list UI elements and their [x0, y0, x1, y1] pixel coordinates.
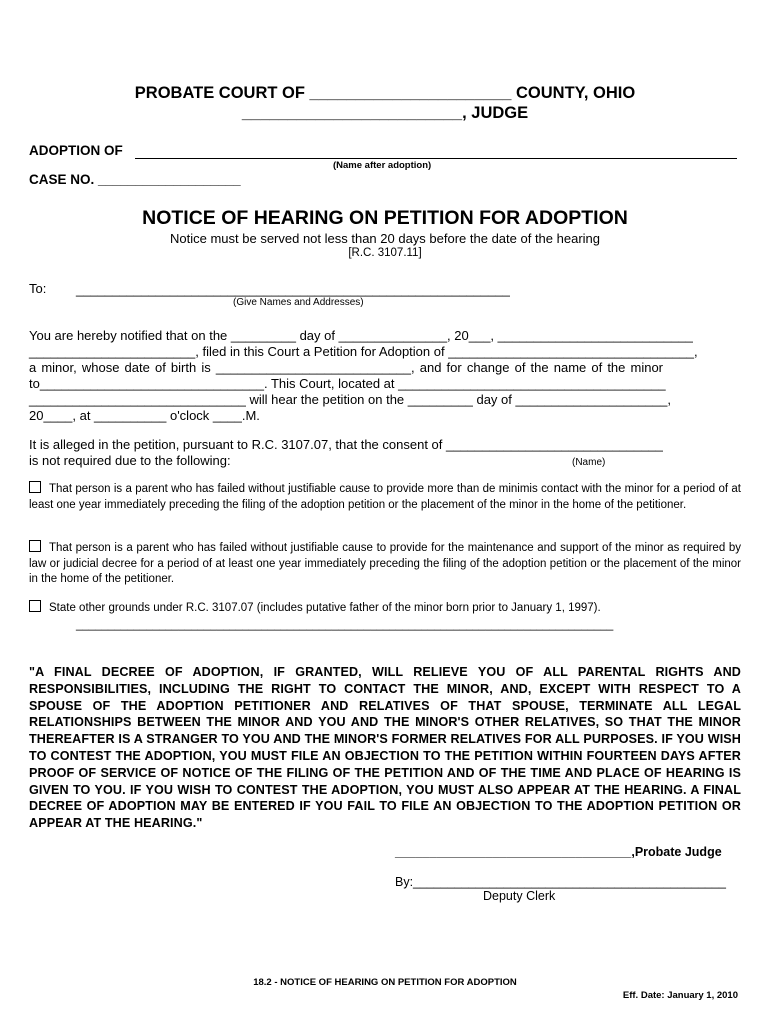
legal-warning: "A FINAL DECREE OF ADOPTION, IF GRANTED, WILL RELIEVE YOU OF ALL PARENTAL RIGHTS AND RESPONSIBILITIES, INCLUDING THE RIGHT TO CONTACT THE MINOR, AND, EXCEPT WITH RESPECT TO A SPOUSE OF THE ADOPTION PETITIONER AND RELATIVES OF THAT SPOUSE, TERMINATE ALL LEGAL RELATIONSHIPS BETWEEN THE MINOR AND YOU AND THE MINOR'S OTHER RELATIVES, SO THAT THE MINOR THEREAFTER IS A STRANGER TO YOU AND THE MINOR'S FORMER RELATIVES FOR ALL PURPOSES. IF YOU WISH TO CONTEST THE ADOPTION, YOU MUST FILE AN OBJECTION TO THE PETITION WITHIN FOURTEEN DAYS AFTER PROOF OF SERVICE OF NOTICE OF THE FILING OF THE PETITION AND OF THE TIME AND PLACE OF HEARING IS GIVEN TO YOU. IF YOU WISH TO CONTEST THE ADOPTION, YOU MUST ALSO APPEAR AT THE HEARING. A FINAL DECREE OF ADOPTION MAY BE ENTERED IF YOU FAIL TO FILE AN OBJECTION TO THE ADOPTION PETITION OR APPEAR AT THE HEARING." — [29, 665, 741, 831]
form-footer-title: 18.2 - NOTICE OF HEARING ON PETITION FOR ADOPTION — [253, 977, 517, 988]
notice-line-4: to_______________________________. This Court, located at _____________________________________ — [29, 376, 666, 391]
adoption-of-label: ADOPTION OF — [29, 143, 123, 158]
court-line: PROBATE COURT OF ______________________ COUNTY, OHIO — [134, 84, 636, 102]
deputy-clerk-signature[interactable]: By:_____________________________________________ — [395, 875, 726, 889]
judge-line: ________________________, JUDGE — [241, 104, 529, 122]
consent-line-1: It is alleged in the petition, pursuant to R.C. 3107.07, that the consent of ______________________________ — [29, 437, 663, 452]
to-label: To: — [29, 281, 47, 296]
notice-line-3: a minor, whose date of birth is ___________________________, and for change of the name of the minor — [29, 360, 664, 375]
option-minimal-contact-text: That person is a parent who has failed without justifiable cause to provide more than de minimis contact with the minor for a period of at least one year immediately preceding the filing of the adoption petition or the placement of the minor in the home of the petitioner. — [29, 483, 741, 511]
checkbox-other-grounds[interactable] — [29, 600, 41, 612]
notice-line-5: ______________________________ will hear the petition on the _________ day of _____________________, — [29, 392, 671, 407]
option-no-support — [29, 540, 741, 588]
option-other-grounds — [29, 600, 741, 617]
checkbox-minimal-contact[interactable] — [29, 481, 41, 493]
document-title: NOTICE OF HEARING ON PETITION FOR ADOPTION — [142, 207, 628, 229]
other-grounds-field[interactable]: ____________________________________________________________________________________ — [76, 619, 614, 631]
consent-line-2: is not required due to the following: — [29, 453, 231, 468]
notice-line-2: _______________________, filed in this Court a Petition for Adoption of __________________________________, — [29, 344, 698, 359]
document-subtitle: Notice must be served not less than 20 days before the date of the hearing — [170, 231, 600, 246]
option-other-grounds-text: State other grounds under R.C. 3107.07 (includes putative father of the minor born prior to January 1, 1997). — [49, 602, 601, 614]
effective-date: Eff. Date: January 1, 2010 — [622, 990, 738, 1001]
recipient-field[interactable]: ____________________________________________________________ — [76, 282, 510, 297]
adoption-name-field[interactable] — [135, 158, 737, 159]
probate-judge-signature[interactable]: __________________________________,Probate Judge — [395, 845, 722, 859]
notice-line-1: You are hereby notified that on the _________ day of _______________, 20___, ___________________________ — [29, 328, 693, 343]
names-addresses-note: (Give Names and Addresses) — [233, 297, 364, 308]
notice-line-6: 20____, at __________ o'clock ____.M. — [29, 408, 260, 423]
name-after-adoption-note: (Name after adoption) — [333, 160, 432, 171]
case-number-field[interactable]: CASE NO. ___________________ — [29, 172, 241, 187]
deputy-clerk-label: Deputy Clerk — [483, 889, 556, 903]
statute-citation: [R.C. 3107.11] — [348, 247, 422, 259]
name-note: (Name) — [572, 457, 606, 468]
option-minimal-contact — [29, 481, 741, 513]
checkbox-no-support[interactable] — [29, 540, 41, 552]
option-no-support-text: That person is a parent who has failed without justifiable cause to provide for the maintenance and support of the minor as required by law or judicial decree for a period of at least one year immediately preceding the filing of the adoption petition or the placement of the minor in the home of the petitioner. — [29, 542, 741, 585]
